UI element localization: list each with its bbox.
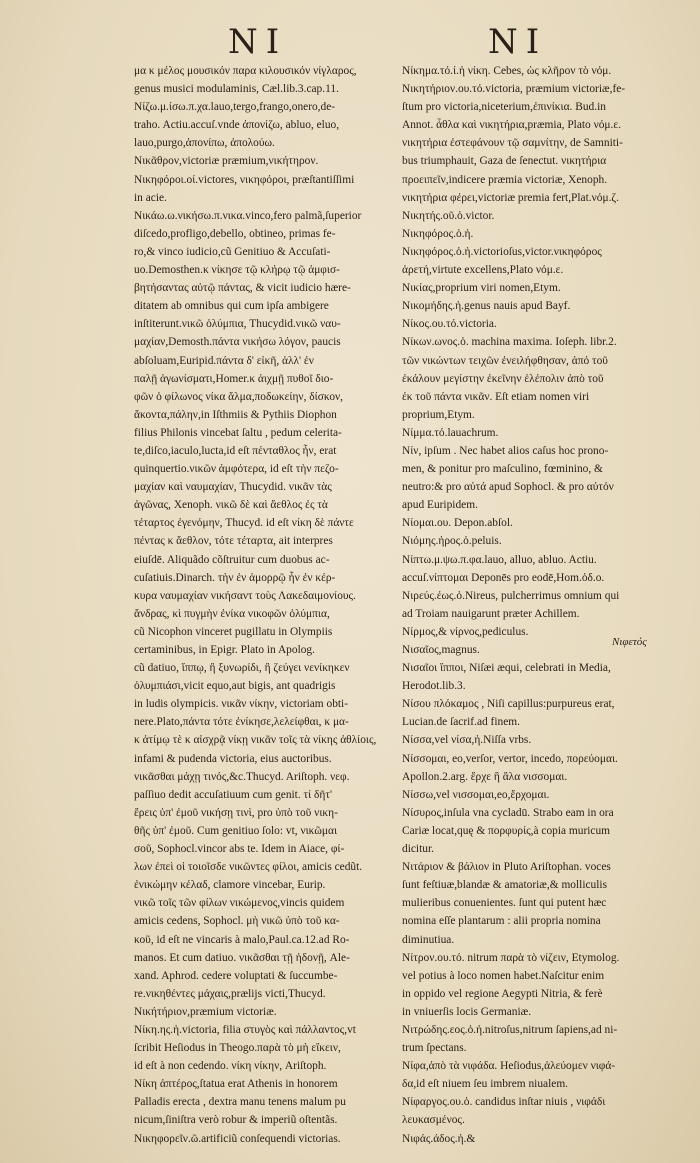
- text-line: Νικηφορεῖν.ῶ.artificiũ conſequendi victorias.: [134, 1132, 341, 1145]
- text-line: neutro:& pro αὐτά apud Sophocl. & pro αὐτόν: [402, 481, 614, 494]
- text-line: Νίμμα.τό.lauachrum.: [402, 426, 499, 439]
- text-line: Νίκημα.τό.ί.ἡ νίκη. Cebes, ὡς κλῆρον τὸ νόμ.: [402, 65, 612, 77]
- text-line: φῶν ὁ φίλωνος νίκα ἅλμα,ποδωκείην, δίσκον,: [134, 390, 344, 403]
- text-line: κυρα ναυμαχίαν νικήσαντ τοὺς Λακεδαιμονίους.: [134, 589, 356, 602]
- text-line: diſcedo,profligo,debello, obtineo, primas fe-: [134, 227, 336, 240]
- text-line: Νίσσω,vel νισσομαι,eo,ἔρχομαι.: [402, 788, 550, 801]
- text-line: nomina eſſe plantarum : alii propria nomina: [402, 915, 601, 928]
- text-line: Νιφάς.άδος.ἡ.&: [402, 1132, 476, 1145]
- text-line: Νικηφόρος.ὁ.ἡ.: [402, 227, 474, 240]
- text-line: bus triumphauit, Gaza de ſenectut. νικητήρια: [402, 155, 607, 168]
- text-line: Νικομήδης.ἡ.genus nauis apud Bayf.: [402, 300, 571, 313]
- text-line: μαχίαν,Demosth.πάντα νικήσω λόγον, paucis: [134, 336, 341, 349]
- text-line: genus musici modulaminis, Cæl.lib.3.cap.11.: [134, 83, 339, 96]
- text-line: xand. Aphrod. cedere voluptati & ſuccumbe-: [134, 969, 338, 982]
- text-line: Νιτάριον & βάλιον in Pluto Ariſtophan. voces: [402, 861, 611, 874]
- text-line: Νιρεύς.έως.ὁ.Nireus, pulcherrimus omnium qui: [402, 589, 620, 602]
- text-line: proprium,Etym.: [402, 408, 475, 421]
- right-column: [402, 62, 664, 1145]
- text-line: νικητήρια φέρει,victoriæ premia fert,Plat.νόμ.ζ.: [402, 191, 619, 204]
- text-line: ἄνδρας, κὶ πυγμὴν ἐνίκα νικοφῶν ὀλύμπια,: [134, 607, 330, 620]
- text-line: trum ſpectans.: [402, 1042, 467, 1055]
- text-line: abſoluam,Euripid.πάντα δ' εἰκῆ, ἀλλ' ἐν: [134, 354, 314, 367]
- text-line: Νίομαι.ου. Depon.abſol.: [402, 517, 513, 530]
- text-line: λευκασμένος.: [402, 1114, 465, 1127]
- text-line: θῆς ὑπ' ἐμοῦ. Cum genitiuo ſolo: vt, νικῶμαι: [134, 824, 338, 837]
- text-line: dicitur.: [402, 843, 434, 856]
- text-line: nicum,ſiniſtra verò robur & imperiũ oſtentãs.: [134, 1114, 338, 1127]
- text-line: Νισαῖοι ἵπποι, Niſæi æqui, celebrati in Media,: [402, 662, 611, 675]
- text-line: Νίκων.ωνος.ὁ. machina maxima. Ioſeph. libr.2.: [402, 336, 617, 349]
- text-line: in acie.: [134, 191, 167, 204]
- text-line: manos. Et cum datiuo. νικᾶσθαι τῇ ἡδονῇ, Ale-: [134, 951, 350, 964]
- text-line: Νίπτω.μ.ψω.π.φα.lauo, alluo, abluo. Actiu.: [402, 553, 597, 566]
- text-line: Lucian.de ſacrif.ad finem.: [402, 716, 520, 729]
- header-left: NI: [228, 22, 288, 62]
- text-line: σοῦ, Sophocl.vincor abs te. Idem in Aiace, φί-: [134, 843, 345, 856]
- text-line: ἐκάλουν μεγίστην ἐκεῖνην ἑλέπολιν ἀπὸ τοῦ: [402, 372, 604, 385]
- text-line: Νίσυρος,inſula vna cycladū. Strabo eam in ora: [402, 806, 614, 819]
- text-line: προειπεῖν,indicere præmia victoriæ, Xenoph.: [402, 173, 608, 186]
- text-line: certaminibus, in Epigr. Plato in Apolog.: [134, 644, 315, 656]
- text-line: in ludis olympicis. νικᾶν νίκην, victoriam obti-: [134, 698, 349, 711]
- text-line: te,diſco,iaculo,lucta,id eſt πένταθλος ἦν, erat: [134, 444, 337, 457]
- text-line: Annot. ἆθλα καὶ νικητήρια,præmia, Plato νόμ.ε.: [402, 119, 622, 132]
- text-line: apud Euripidem.: [402, 499, 478, 512]
- text-line: λων ἐπεὶ οἱ τοιοῖσδε νικῶντες φίλοι, amicis cedũt.: [134, 861, 363, 874]
- text-line: Apollon.2.arg. ἔρχε ἢ ἄλα νισσομαι.: [402, 770, 568, 783]
- text-line: Νισαῖος,magnus.: [402, 644, 480, 656]
- text-line: Herodot.lib.3.: [402, 680, 466, 693]
- text-line: ſtum pro victoria,niceterium,ἐπινίκια. Bud.in: [402, 101, 606, 114]
- text-line: quinquertio.νικῶν ἀμφότερα, id eſt τὴν πεζο-: [134, 463, 339, 476]
- text-line: accuſ.νίπτομαι Deponēs pro eodē,Hom.ὀδ.ο.: [402, 571, 605, 584]
- text-line: ditatem ab omnibus qui cum ipſa ambigere: [134, 300, 329, 313]
- text-line: Νικάω.ω.νικήσω.π.νικα.vinco,fero palmã,ſuperior: [134, 209, 362, 222]
- text-line: ἐνικώμην κέλαδ, clamore vincebar, Eurip.: [134, 879, 326, 892]
- text-line: βητήσαντας αὐτῷ πάντας, & vicit iudicio hære-: [134, 282, 351, 295]
- text-line: δα,id eſt niuem ſeu imbrem niualem.: [402, 1078, 569, 1091]
- text-line: ad Troiam nauigarunt præter Achillem.: [402, 607, 580, 620]
- text-line: infami & pudenda victoria, eius auctoribus.: [134, 752, 332, 765]
- text-line: Cariæ locat,quę & πορφυρίς,à copia muricum: [402, 824, 611, 837]
- text-line: in vniuerſis locis Germaniæ.: [402, 1005, 532, 1018]
- left-column: [134, 62, 396, 1145]
- text-line: Νίκη ἀπτέρος,ſtatua erat Athenis in honorem: [134, 1078, 338, 1091]
- text-line: filius Philonis vincebat ſaltu , pedum celerita-: [134, 426, 342, 439]
- text-line: eiuſdē. Aliquãdo cõſtruitur cum duobus ac-: [134, 553, 330, 566]
- header-right: NI: [488, 22, 548, 62]
- text-line: τῶν νικώντων τειχῶν ἐνειλήφθησαν, ἀπό τοῦ: [402, 354, 608, 367]
- text-line: Νικᾶθρον,victoriæ præmium,νικήτηρον.: [134, 155, 319, 168]
- text-line: ſunt feſtiuæ,blandæ & amatoriæ,& molliculis: [402, 879, 608, 892]
- text-line: men, & ponitur pro maſculino, fœminino, &: [402, 463, 603, 476]
- text-line: ὀλυμπιάσι,vicit equo,aut bigis, ant quadrigis: [134, 680, 336, 693]
- text-line: Νίν, ipſum . Nec habet alios caſus hoc prono-: [402, 444, 609, 457]
- text-line: Νικητής.οῦ.ὁ.victor.: [402, 209, 495, 222]
- text-line: uo.Demosthen.κ νίκησε τῷ κλήρῳ τῷ ἀμφισ-: [134, 264, 340, 277]
- text-line: cuſatiuis.Dinarch. τὴν ἐν ἀμορρῷ ἦν ἐν κέρ-: [134, 571, 336, 584]
- text-line: ἄκοντα,πάλην,in Iſthmiis & Pythiis Diophon: [134, 408, 337, 421]
- text-line: paſſiuo dedit accuſatiuum cum genit. τί δῆτ': [134, 788, 332, 801]
- text-line: ſcribit Heſiodus in Theogo.παρὰ τὸ μὴ εἴκειν,: [134, 1042, 341, 1055]
- text-line: inſtiterunt.νικῶ ὀλύμπια, Thucydid.νικῶ ναυ-: [134, 318, 341, 331]
- text-line: ἔρεις ὑπ' ἐμοῦ νικήσῃ τινὶ, pro ὑπὸ τοῦ νικη-: [134, 806, 338, 819]
- text-line: mulieribus conuenientes. ſunt qui putent hæc: [402, 897, 607, 910]
- text-line: cũ Nicophon vinceret pugillatu in Olympiis: [134, 625, 333, 638]
- text-line: cũ datiuo, ἵππῳ, ἢ ξυνωρίδι, ἢ ζεύγει νενίκηκεν: [134, 662, 350, 675]
- text-line: re.νικηθέντες μάχαις,prælijs victi,Thucyd.: [134, 987, 326, 1000]
- text-line: μαχίαν καὶ ναυμαχίαν, Thucydid. νικᾶν τὰς: [134, 481, 332, 494]
- text-line: Νίτρον.ου.τό. nitrum παρὰ τὸ νίζειν, Etymolog.: [402, 951, 620, 964]
- text-line: νικᾶσθαι μάχῃ τινός,&c.Thucyd. Ariſtoph. νεφ.: [134, 770, 350, 783]
- text-line: Νιόμης.ἡρος.ὁ.peluis.: [402, 535, 502, 548]
- text-line: παλῇ ἀγωνίσματι,Homer.κ ἀιχμῇ πυθοῖ διο-: [134, 372, 334, 385]
- catchword: Νιφετός: [612, 636, 647, 648]
- text-line: Νίφαργος.ου.ὁ. candidus inſtar niuis , νιφάδι: [402, 1096, 606, 1109]
- text-line: Νίσσα,vel νίσα,ἡ.Niſſa vrbs.: [402, 734, 532, 747]
- text-line: νικῶ τοῖς τῶν φίλων νικώμενος,vincis quidem: [134, 897, 345, 910]
- text-line: Νικήτήριον,præmium victoriæ.: [134, 1005, 277, 1018]
- text-line: Νικηφόροι.οί.victores, νικηφόροι, præſtantiſſimi: [134, 173, 355, 186]
- text-line: Νιτρώδης.εος.ὁ.ἡ.nitroſus,nitrum ſapiens,ad ni-: [402, 1023, 618, 1036]
- text-line: Νίρμος,& νίρνος,pediculus.: [402, 625, 529, 638]
- text-line: πέντας κ ἄεθλον, τότε τέταρτα, ait interpres: [134, 535, 333, 548]
- text-line: Νικητήριον.ου.τό.victoria, præmium victoriæ,fe-: [402, 83, 626, 96]
- text-line: ro,& vinco iudicio,cũ Genitiuo & Accuſati-: [134, 245, 331, 258]
- text-line: τέταρτος ἐγενόμην, Thucyd. id eſt νίκη δὲ πάντε: [134, 517, 354, 530]
- text-line: Νικηφόρος.ὁ.ἡ.victorioſus,victor.νικηφόρος: [402, 245, 602, 258]
- text-line: nere.Plato,πάντα τότε ἐνίκησε,λελείφθαι, κ μα-: [134, 716, 349, 729]
- text-line: μα κ μέλος μουσικόν παρα κιλουσικόν νίγλαρος,: [134, 65, 357, 77]
- text-line: Νίσου πλόκαμος , Niſi capillus:purpureus erat,: [402, 698, 615, 711]
- text-line: Νίκος.ου.τό.victoria.: [402, 318, 497, 331]
- text-line: Νίζω.μ.ίσω.π.χα.lauo,tergo,frango,onero,de-: [134, 101, 336, 114]
- text-line: Νικίας,proprium viri nomen,Etym.: [402, 282, 561, 295]
- text-line: κοῦ, id eſt ne vincaris à malo,Paul.ca.12.ad Ro-: [134, 933, 350, 946]
- text-line: in oppido vel regione Aegypti Nitria, & ferè: [402, 987, 603, 1000]
- text-line: νικητήρια ἐστεφάνουν τῷ σαμνίτην, de Samniti-: [402, 137, 623, 150]
- text-line: id eſt à non cedendo. νίκη νίκην, Ariſtoph.: [134, 1060, 327, 1073]
- text-line: Palladis erecta , dextra manu tenens malum pu: [134, 1096, 346, 1109]
- text-line: traho. Actiu.accuſ.vnde ἀπονίζω, abluo, eluo,: [134, 119, 340, 132]
- text-line: lauo,purgo,ἀπονίπω, ἀπολούω.: [134, 137, 275, 150]
- text-line: Νίφα,ἀπὸ τὰ νιφάδα. Heſiodus,ἀλεύομεν νιφά-: [402, 1060, 616, 1073]
- text-line: Νίκη.ης.ἡ.victoria, filia στυγὸς καὶ πάλλαντος,vt: [134, 1023, 356, 1036]
- text-line: Νίσσομαι, eo,verſor, vertor, incedo, πορεύομαι.: [402, 752, 618, 765]
- running-header: [0, 22, 700, 62]
- text-line: ἀγῶνας, Xenoph. νικῶ δὲ καὶ ἄεθλος ἐς τὰ: [134, 499, 328, 512]
- text-line: vel potius à loco nomen habet.Naſcitur enim: [402, 969, 605, 982]
- text-line: diminutiua.: [402, 933, 455, 946]
- text-line: ἐκ τοῦ πάντα νικᾶν. Eſt etiam nomen viri: [402, 390, 590, 403]
- text-line: κ ἀτίμῳ τὲ κ αἰσχρᾷ νίκῃ νικᾶν τοῖς τὰ νίκης ἀθλίοις,: [134, 734, 377, 747]
- text-line: ἀρετή,virtute excellens,Plato νόμ.ε.: [402, 264, 564, 277]
- text-line: amicis cedens, Sophocl. μὴ νικῶ ὑπὸ τοῦ κα-: [134, 915, 340, 928]
